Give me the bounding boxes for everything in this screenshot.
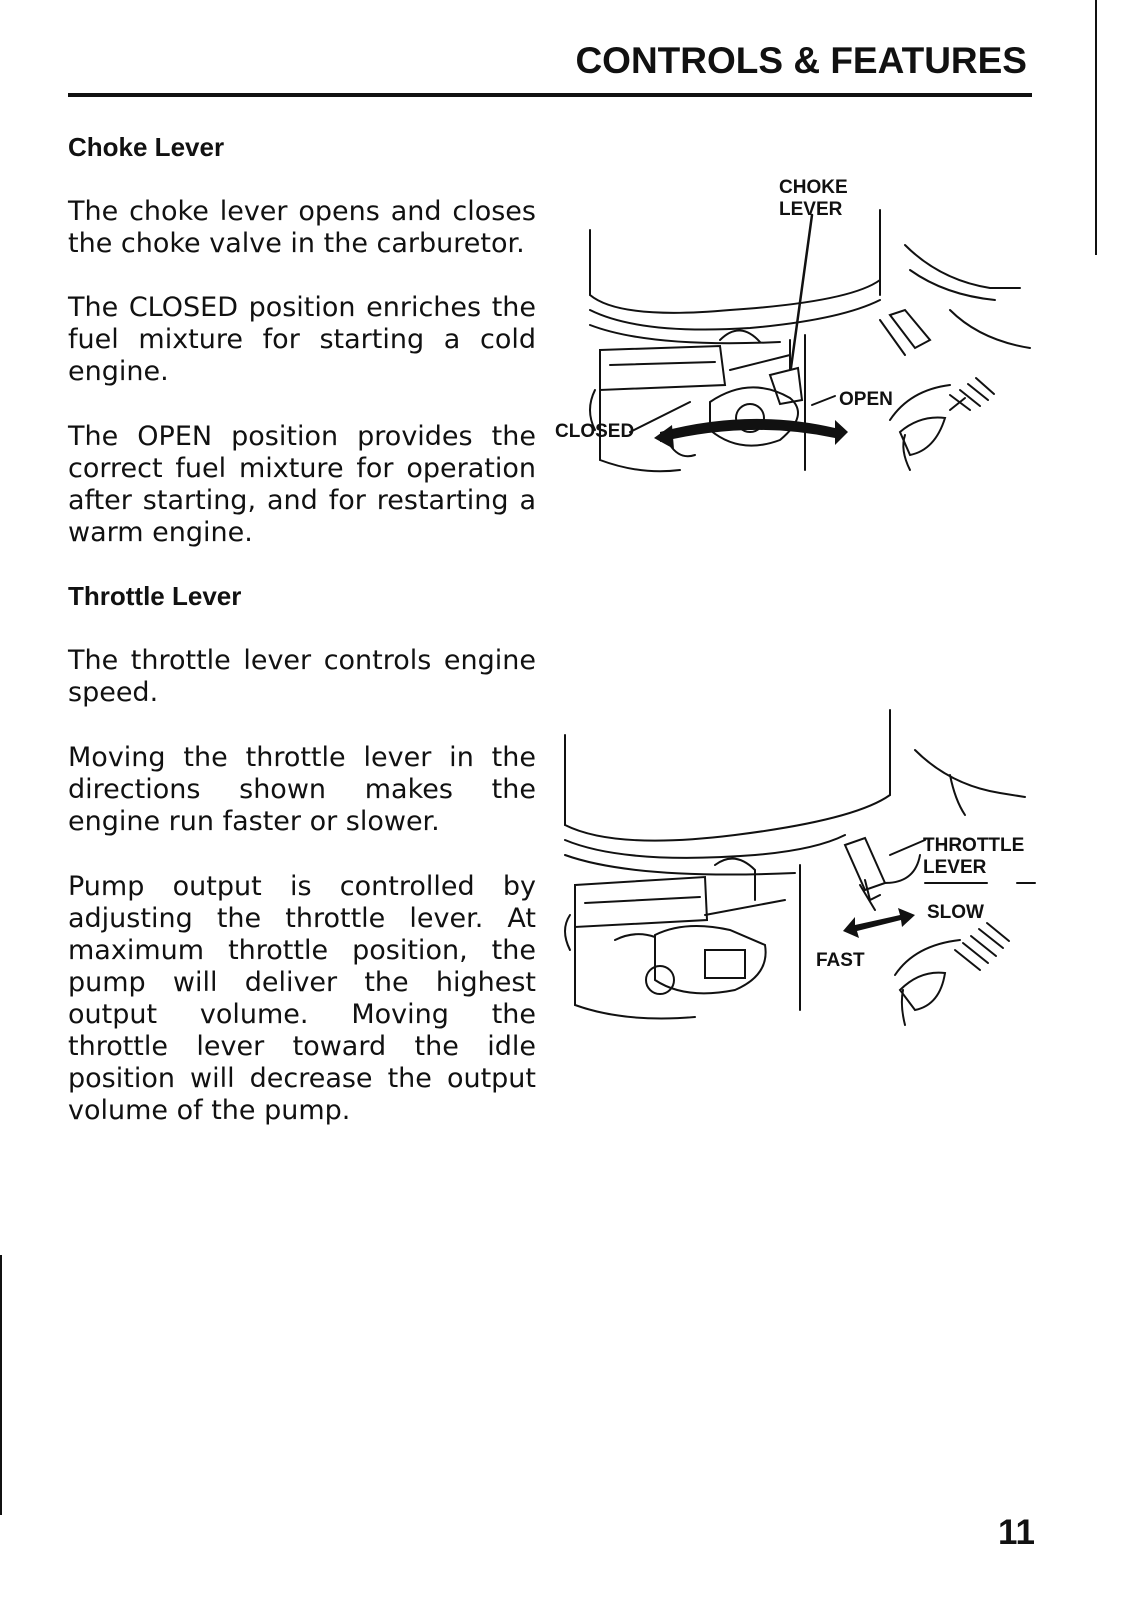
section-title: CONTROLS & FEATURES xyxy=(575,40,1027,81)
throttle-paragraph-2: Moving the throttle lever in the directions shown makes the engine run faster or slower. xyxy=(68,742,536,837)
choke-open-label: OPEN xyxy=(839,389,893,410)
choke-lever-label-line1: CHOKE xyxy=(779,177,848,198)
throttle-lever-heading: Throttle Lever xyxy=(68,581,242,611)
right-margin-mark xyxy=(1095,0,1097,255)
page-number: 11 xyxy=(998,1513,1035,1552)
throttle-paragraph-3: Pump output is controlled by adjusting the throttle lever. At maximum throttle position, the pump will deliver the highest output volume. Moving the throttle lever toward the idle position will decrease the output volume of the pump. xyxy=(68,871,536,1126)
title-rule xyxy=(68,93,1032,97)
choke-lever-heading: Choke Lever xyxy=(68,132,225,162)
choke-lever-illustration xyxy=(550,170,1040,510)
choke-paragraph-3: The OPEN position provides the correct fuel mixture for operation after starting, and for restarting a warm engine. xyxy=(68,421,536,548)
throttle-lever-label-line1: THROTTLE xyxy=(923,835,1025,856)
throttle-lever-illustration xyxy=(555,705,1045,1045)
throttle-slow-label: SLOW xyxy=(927,902,984,923)
left-margin-mark xyxy=(0,1255,2,1515)
choke-paragraph-2: The CLOSED position enriches the fuel mixture for starting a cold engine. xyxy=(68,292,536,387)
choke-paragraph-1: The choke lever opens and closes the choke valve in the carburetor. xyxy=(68,196,536,259)
throttle-fast-label: FAST xyxy=(816,950,865,971)
throttle-paragraph-1: The throttle lever controls engine speed. xyxy=(68,645,536,708)
choke-lever-label-line2: LEVER xyxy=(779,199,843,220)
choke-closed-label: CLOSED xyxy=(555,421,635,442)
throttle-lever-label-line2: LEVER xyxy=(923,857,987,878)
